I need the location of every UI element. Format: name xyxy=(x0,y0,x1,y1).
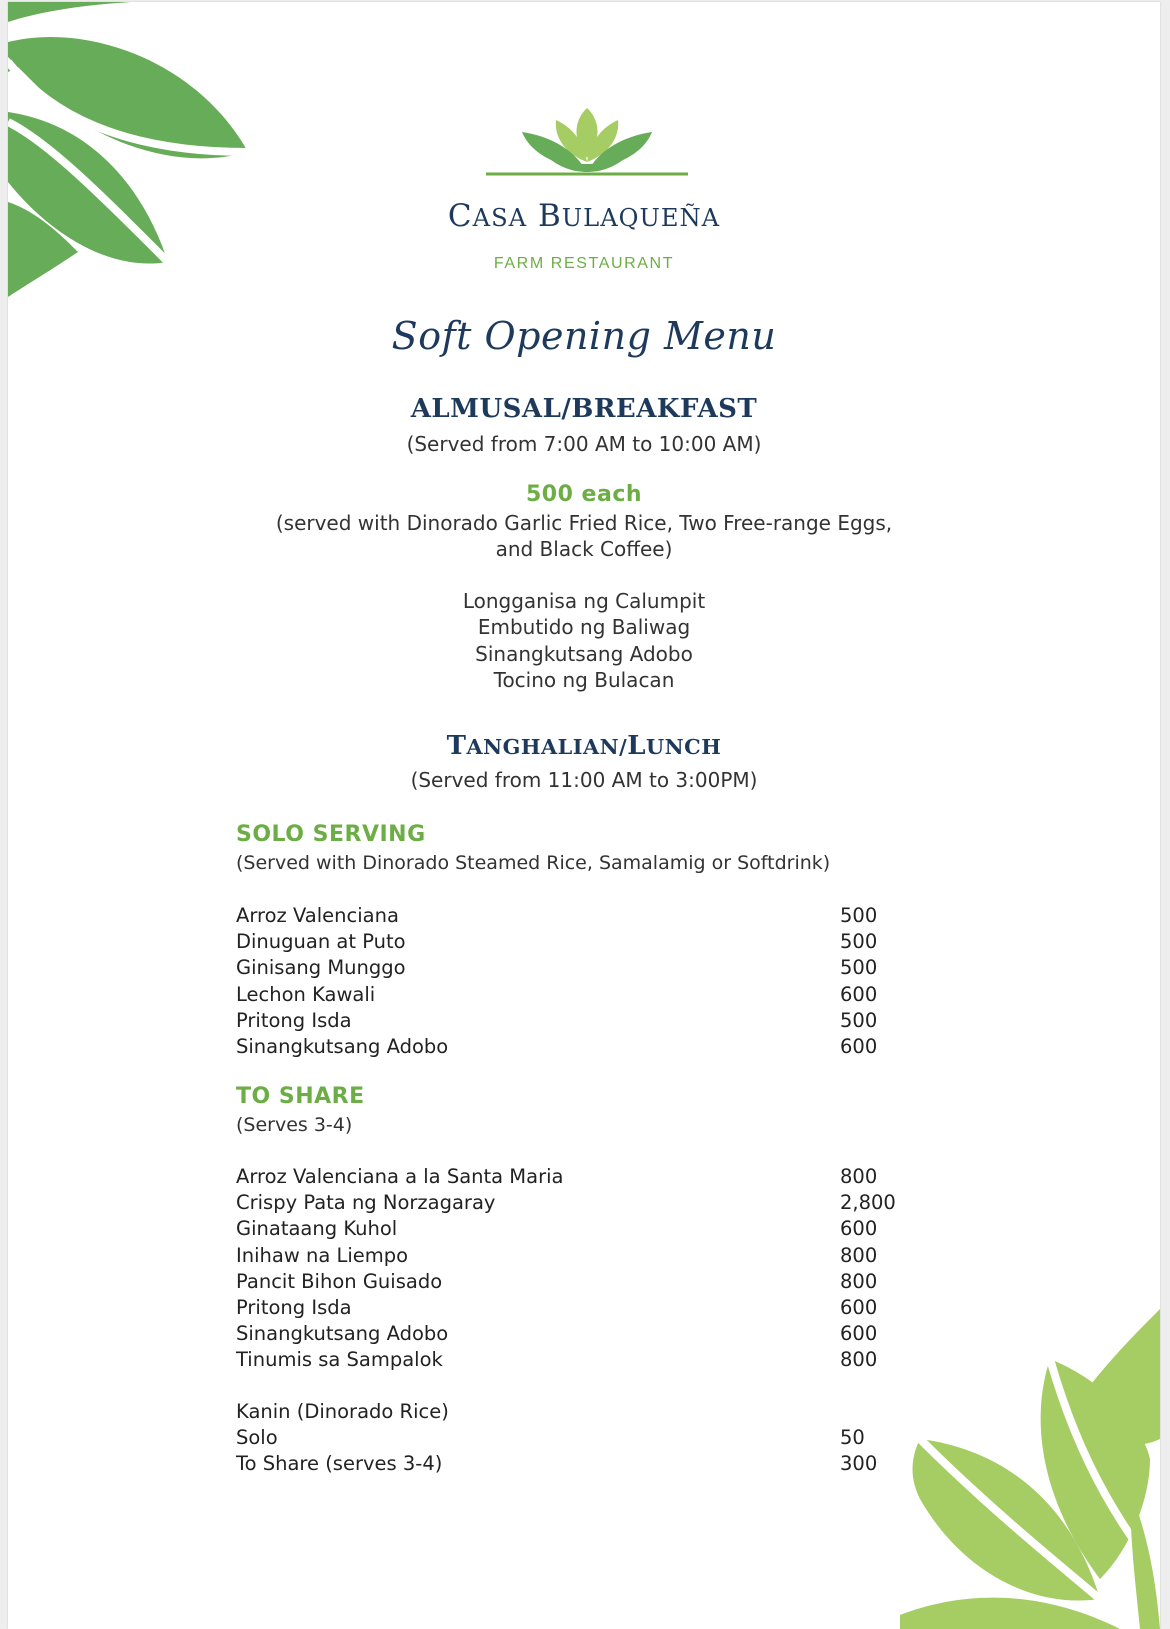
menu-item-row xyxy=(236,1244,936,1270)
item-name: Dinuguan at Puto xyxy=(236,930,406,954)
item-price: 800 xyxy=(840,1165,878,1188)
item-price: 800 xyxy=(840,1243,878,1267)
menu-item-row xyxy=(236,1296,936,1322)
item-name: Pancit Bihon Guisado xyxy=(236,1269,443,1293)
menu-item-row xyxy=(236,1270,936,1296)
brand-name-part: C xyxy=(447,198,473,234)
item-name: Ginataang Kuhol xyxy=(236,1217,398,1241)
brand-name-part: ULAQUEÑA xyxy=(561,204,721,232)
item-name: Lechon Kawali xyxy=(236,982,376,1006)
menu-item-row xyxy=(236,1322,936,1348)
lunch-heading-part: ANGHALIAN/ xyxy=(466,734,628,759)
menu-item-row xyxy=(236,1348,936,1374)
item-price: 600 xyxy=(840,1295,878,1319)
menu-item-row xyxy=(236,1165,936,1191)
item-price: 500 xyxy=(840,1008,878,1032)
item-price: 300 xyxy=(840,1452,878,1476)
item-price: 600 xyxy=(840,1034,878,1058)
breakfast-item: Longganisa ng Calumpit xyxy=(462,589,706,613)
lotus-logo-icon xyxy=(486,106,688,188)
breakfast-heading: ALMUSAL/BREAKFAST xyxy=(410,394,758,424)
breakfast-price: 500 each xyxy=(525,482,643,507)
item-price: 500 xyxy=(840,904,878,927)
menu-item-row xyxy=(236,983,936,1009)
item-name: Sinangkutsang Adobo xyxy=(236,1034,449,1058)
lunch-heading xyxy=(8,731,1160,761)
item-name: To Share (serves 3-4) xyxy=(236,1452,443,1476)
menu-item-row xyxy=(236,1426,936,1452)
menu-item-row xyxy=(236,1191,936,1217)
solo-serving-note: (Served with Dinorado Steamed Rice, Samalamig or Softdrink) xyxy=(236,852,831,874)
item-name: Arroz Valenciana xyxy=(236,904,399,927)
item-price: 500 xyxy=(840,956,878,980)
to-share-heading: TO SHARE xyxy=(236,1084,365,1109)
item-price: 600 xyxy=(840,1322,878,1346)
leaf-decoration-bottom-right-icon xyxy=(900,1299,1160,1629)
menu-item-row xyxy=(236,1452,936,1478)
menu-item-row xyxy=(236,904,936,930)
item-name: Crispy Pata ng Norzagaray xyxy=(236,1191,496,1215)
solo-serving-heading: SOLO SERVING xyxy=(236,822,426,847)
brand-name xyxy=(8,198,1160,234)
breakfast-item: Embutido ng Baliwag xyxy=(477,615,691,639)
item-price: 600 xyxy=(840,982,878,1006)
menu-item-row xyxy=(236,1035,936,1061)
lunch-heading-part: L xyxy=(627,731,647,761)
item-price: 800 xyxy=(840,1269,878,1293)
item-name: Pritong Isda xyxy=(236,1008,352,1032)
item-name: Sinangkutsang Adobo xyxy=(236,1322,449,1346)
item-name: Arroz Valenciana a la Santa Maria xyxy=(236,1165,564,1188)
item-price: 600 xyxy=(840,1217,878,1241)
menu-item-row xyxy=(236,956,936,982)
breakfast-item: Sinangkutsang Adobo xyxy=(475,642,693,666)
brand-name-part: ASA xyxy=(472,204,528,232)
menu-page xyxy=(8,2,1160,1629)
to-share-note: (Serves 3-4) xyxy=(236,1114,353,1136)
lunch-heading-part: UNCH xyxy=(646,734,722,759)
brand-name-part: B xyxy=(537,198,562,234)
item-name: Pritong Isda xyxy=(236,1295,352,1319)
rice-heading: Kanin (Dinorado Rice) xyxy=(236,1400,449,1423)
menu-item-row xyxy=(236,1009,936,1035)
solo-serving-list xyxy=(236,904,936,1061)
item-price: 800 xyxy=(840,1348,878,1372)
item-price: 500 xyxy=(840,930,878,954)
menu-item-row xyxy=(236,1217,936,1243)
brand-subtitle: FARM RESTAURANT xyxy=(493,255,675,272)
item-name: Solo xyxy=(236,1426,278,1450)
rice-heading-row xyxy=(236,1400,936,1426)
menu-item-row xyxy=(236,930,936,956)
item-price: 50 xyxy=(840,1426,865,1450)
item-name: Ginisang Munggo xyxy=(236,956,406,980)
breakfast-hours: (Served from 7:00 AM to 10:00 AM) xyxy=(406,432,762,456)
rice-list xyxy=(236,1400,936,1479)
menu-title: Soft Opening Menu xyxy=(391,314,777,358)
lunch-hours: (Served from 11:00 AM to 3:00PM) xyxy=(410,768,758,792)
item-name: Inihaw na Liempo xyxy=(236,1243,409,1267)
item-name: Tinumis sa Sampalok xyxy=(236,1348,443,1372)
lunch-heading-part: T xyxy=(446,731,467,761)
breakfast-note-line: (served with Dinorado Garlic Fried Rice, Two Free-range Eggs, xyxy=(275,511,893,535)
to-share-list xyxy=(236,1165,936,1375)
item-price: 2,800 xyxy=(840,1191,896,1215)
breakfast-item: Tocino ng Bulacan xyxy=(493,668,675,692)
breakfast-note-line: and Black Coffee) xyxy=(495,537,673,561)
